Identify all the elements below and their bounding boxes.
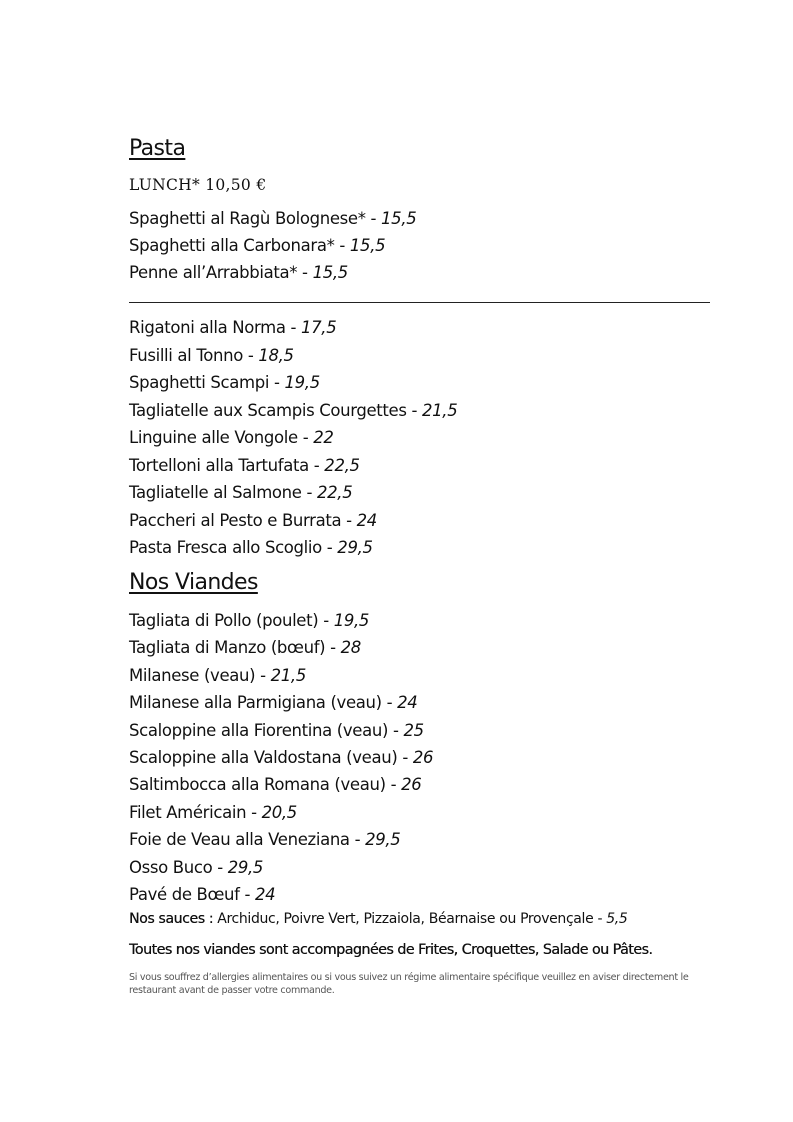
pasta-title: Pasta (129, 136, 186, 161)
menu-item (129, 236, 385, 256)
menu-item (129, 885, 275, 905)
sauces-price: 5,5 (606, 911, 628, 927)
item-separator: - (255, 666, 271, 685)
item-separator: - (388, 721, 404, 740)
item-price: 24 (397, 693, 418, 712)
menu-item (129, 209, 416, 229)
item-name: Spaghetti Scampi (129, 373, 270, 392)
item-separator: - (297, 263, 313, 282)
item-name: Linguine alle Vongole (129, 428, 298, 447)
lunch-offer: LUNCH* 10,50 € (129, 176, 267, 194)
item-price: 29,5 (227, 858, 264, 877)
menu-item (129, 775, 421, 795)
menu-item (129, 483, 352, 503)
item-separator: - (301, 483, 317, 502)
menu-item (129, 858, 263, 878)
menu-item (129, 318, 336, 338)
item-separator: - (308, 456, 325, 475)
menu-item (129, 401, 457, 421)
menu-item (129, 803, 297, 823)
menu-item (129, 263, 348, 283)
menu-item (129, 373, 320, 393)
item-price: 29,5 (365, 830, 401, 849)
item-price: 17,5 (301, 318, 337, 337)
item-separator: - (239, 885, 256, 904)
item-price: 19,5 (333, 611, 370, 630)
item-price: 18,5 (258, 346, 294, 365)
item-name: Saltimbocca alla Romana (veau) (129, 775, 386, 794)
item-name: Rigatoni alla Norma (129, 318, 286, 337)
item-price: 22,5 (324, 456, 360, 475)
item-separator: - (297, 428, 314, 447)
item-separator: - (269, 373, 285, 392)
menu-item (129, 456, 360, 476)
menu-item (129, 346, 294, 366)
item-name: Filet Américain (129, 803, 247, 822)
item-price: 19,5 (284, 373, 320, 392)
item-separator: - (593, 911, 607, 927)
item-name: Tagliatelle aux Scampis Courgettes (129, 401, 407, 420)
item-separator: - (318, 611, 334, 630)
item-price: 29,5 (337, 538, 373, 557)
item-separator: - (334, 236, 350, 255)
item-price: 21,5 (270, 666, 306, 685)
item-name: Fusilli al Tonno (129, 346, 243, 365)
menu-item (129, 721, 424, 741)
menu-item (129, 666, 306, 686)
item-price: 21,5 (422, 401, 458, 420)
menu-item (129, 611, 369, 631)
item-separator: - (285, 318, 301, 337)
item-separator: - (212, 858, 228, 877)
menu-item (129, 830, 400, 850)
item-separator: - (385, 775, 402, 794)
item-price: 24 (356, 511, 377, 530)
item-name: Milanese (veau) (129, 666, 256, 685)
item-price: 24 (255, 885, 276, 904)
menu-item (129, 538, 373, 558)
allergy-disclaimer: Si vous souffrez d’allergies alimentaires ou si vous suivez un régime alimentaire spécifique veuillez en aviser directement le restaurant avant de passer votre commande. (129, 972, 689, 996)
sauces-list: Archiduc, Poivre Vert, Pizzaiola, Béarnaise ou Provençale (217, 911, 594, 927)
item-name: Penne all’Arrabbiata* (129, 263, 298, 282)
item-separator: - (341, 511, 357, 530)
item-price: 20,5 (261, 803, 297, 822)
item-separator: - (242, 346, 259, 365)
item-name: Scaloppine alla Fiorentina (veau) (129, 721, 389, 740)
item-separator: - (325, 638, 341, 657)
item-separator: - (397, 748, 413, 767)
item-price: 26 (401, 775, 422, 794)
sauces-label: Nos sauces : (129, 911, 214, 927)
item-name: Pavé de Bœuf (129, 885, 240, 904)
item-name: Tagliata di Manzo (bœuf) (129, 638, 326, 657)
menu-item (129, 638, 361, 658)
sauces-line (129, 911, 627, 927)
item-price: 22 (313, 428, 334, 447)
item-separator: - (349, 830, 366, 849)
item-separator: - (406, 401, 422, 420)
item-price: 22,5 (317, 483, 353, 502)
item-name: Tagliatelle al Salmone (129, 483, 302, 502)
item-name: Scaloppine alla Valdostana (veau) (129, 748, 398, 767)
menu-item (129, 693, 417, 713)
item-price: 15,5 (349, 236, 386, 255)
item-name: Tagliata di Pollo (poulet) (129, 611, 319, 630)
item-price: 26 (412, 748, 434, 767)
viandes-title: Nos Viandes (129, 570, 258, 595)
item-separator: - (381, 693, 398, 712)
item-name: Osso Buco (129, 858, 213, 877)
item-price: 28 (340, 638, 361, 657)
menu-item (129, 748, 433, 768)
divider-line (129, 302, 710, 303)
item-name: Foie de Veau alla Veneziana (129, 830, 350, 849)
menu-item (129, 511, 377, 531)
item-separator: - (246, 803, 262, 822)
item-separator: - (365, 209, 382, 228)
item-price: 15,5 (312, 263, 348, 282)
item-name: Milanese alla Parmigiana (veau) (129, 693, 382, 712)
menu-item (129, 428, 334, 448)
item-separator: - (321, 538, 338, 557)
item-price: 25 (403, 721, 424, 740)
item-name: Spaghetti al Ragù Bolognese* (129, 209, 366, 228)
item-name: Paccheri al Pesto e Burrata (129, 511, 342, 530)
accompaniment-note: Toutes nos viandes sont accompagnées de Frites, Croquettes, Salade ou Pâtes. (129, 942, 653, 958)
item-name: Spaghetti alla Carbonara* (129, 236, 335, 255)
item-price: 15,5 (381, 209, 417, 228)
item-name: Pasta Fresca allo Scoglio (129, 538, 322, 557)
item-name: Tortelloni alla Tartufata (129, 456, 309, 475)
